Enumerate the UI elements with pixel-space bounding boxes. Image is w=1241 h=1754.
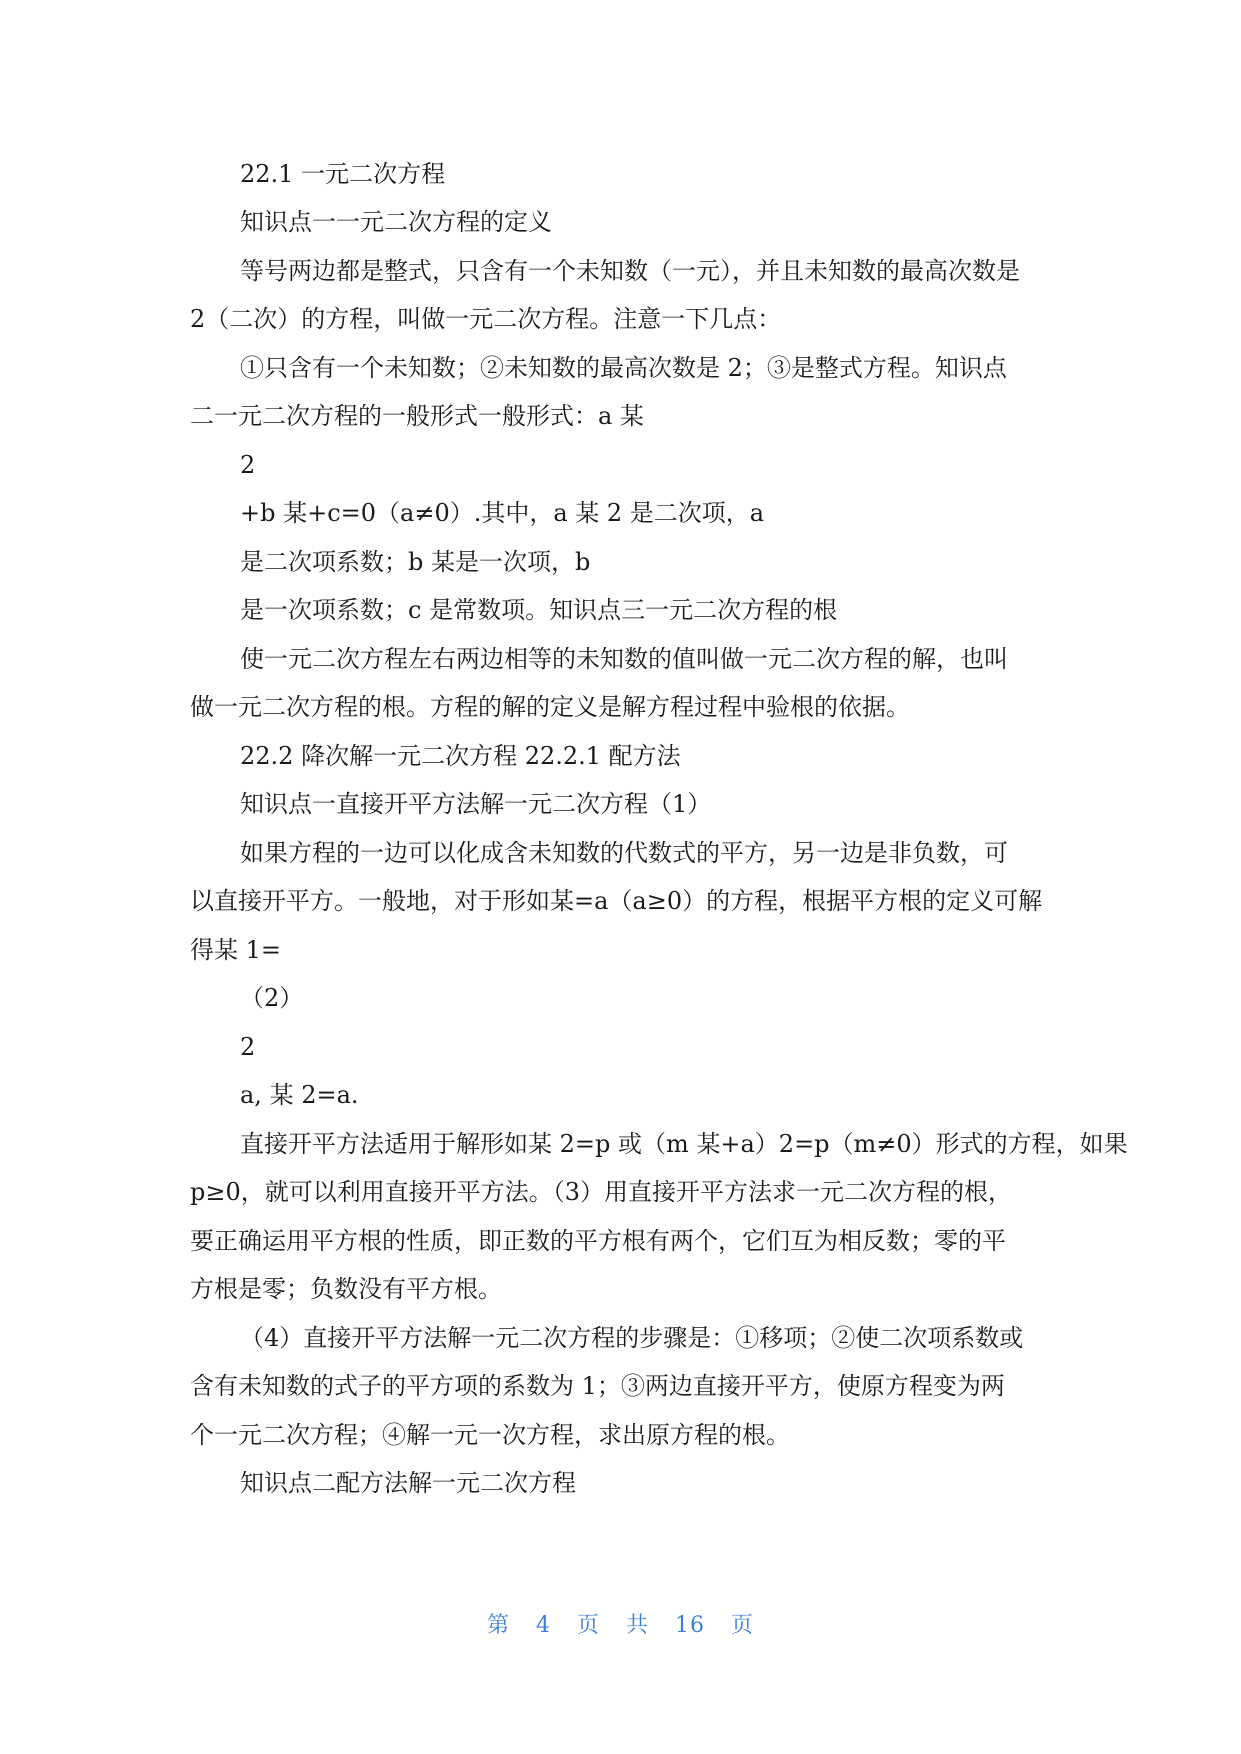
section-heading-22-2: 22.2 降次解一元二次方程 22.2.1 配方法 — [240, 742, 681, 770]
paragraph-line: 得某 1= — [190, 936, 282, 964]
footer-ye: 页 — [576, 1613, 600, 1638]
paragraph-line: 2（二次）的方程，叫做一元二次方程。注意一下几点： — [190, 305, 782, 333]
paragraph-line: 含有未知数的式子的平方项的系数为 1；③两边直接开平方，使原方程变为两 — [190, 1372, 1005, 1400]
paragraph-line: p≥0，就可以利用直接开平方法。（3）用直接开平方法求一元二次方程的根， — [190, 1178, 1013, 1206]
knowledge-point-heading: 知识点一一元二次方程的定义 — [240, 208, 552, 236]
footer-total-pages: 16 — [675, 1613, 706, 1638]
footer-di: 第 — [486, 1613, 510, 1638]
paragraph-line: 2 — [240, 1033, 256, 1061]
paragraph-line: 要正确运用平方根的性质，即正数的平方根有两个，它们互为相反数；零的平 — [190, 1227, 1006, 1255]
paragraph-line: 是二次项系数；b 某是一次项，b — [240, 548, 591, 576]
paragraph-line: 等号两边都是整式，只含有一个未知数（一元），并且未知数的最高次数是 — [240, 257, 1020, 285]
paragraph-line: （4）直接开平方法解一元二次方程的步骤是：①移项；②使二次项系数或 — [240, 1324, 1024, 1352]
paragraph-line: 是一次项系数；c 是常数项。知识点三一元二次方程的根 — [240, 596, 838, 624]
paragraph-line: 二一元二次方程的一般形式一般形式：a 某 — [190, 402, 644, 430]
paragraph-line: a, 某 2=a. — [240, 1081, 359, 1109]
paragraph-line: ①只含有一个未知数；②未知数的最高次数是 2；③是整式方程。知识点 — [240, 354, 1007, 382]
paragraph-line: 使一元二次方程左右两边相等的未知数的值叫做一元二次方程的解，也叫 — [240, 645, 1008, 673]
paragraph-line: 2 — [240, 451, 256, 479]
section-heading-22-1: 22.1 一元二次方程 — [240, 160, 446, 188]
paragraph-line: 直接开平方法适用于解形如某 2=p 或（m 某+a）2=p（m≠0）形式的方程，如果 — [240, 1130, 1128, 1158]
knowledge-point-heading: 知识点二配方法解一元二次方程 — [240, 1469, 576, 1497]
footer-page-number: 4 — [535, 1613, 551, 1638]
footer-gong: 共 — [626, 1613, 650, 1638]
footer-ye2: 页 — [731, 1613, 755, 1638]
page-footer — [0, 1608, 1241, 1639]
paragraph-line: 个一元二次方程；④解一元一次方程，求出原方程的根。 — [190, 1421, 790, 1449]
paragraph-line: （2） — [240, 984, 304, 1012]
paragraph-line: 方根是零；负数没有平方根。 — [190, 1275, 502, 1303]
paragraph-line: 如果方程的一边可以化成含未知数的代数式的平方，另一边是非负数，可 — [240, 839, 1008, 867]
knowledge-point-heading: 知识点一直接开平方法解一元二次方程（1） — [240, 790, 712, 818]
paragraph-line: +b 某+c=0（a≠0）.其中，a 某 2 是二次项，a — [240, 499, 765, 527]
paragraph-line: 以直接开平方。一般地，对于形如某=a（a≥0）的方程，根据平方根的定义可解 — [190, 887, 1043, 915]
paragraph-line: 做一元二次方程的根。方程的解的定义是解方程过程中验根的依据。 — [190, 693, 910, 721]
